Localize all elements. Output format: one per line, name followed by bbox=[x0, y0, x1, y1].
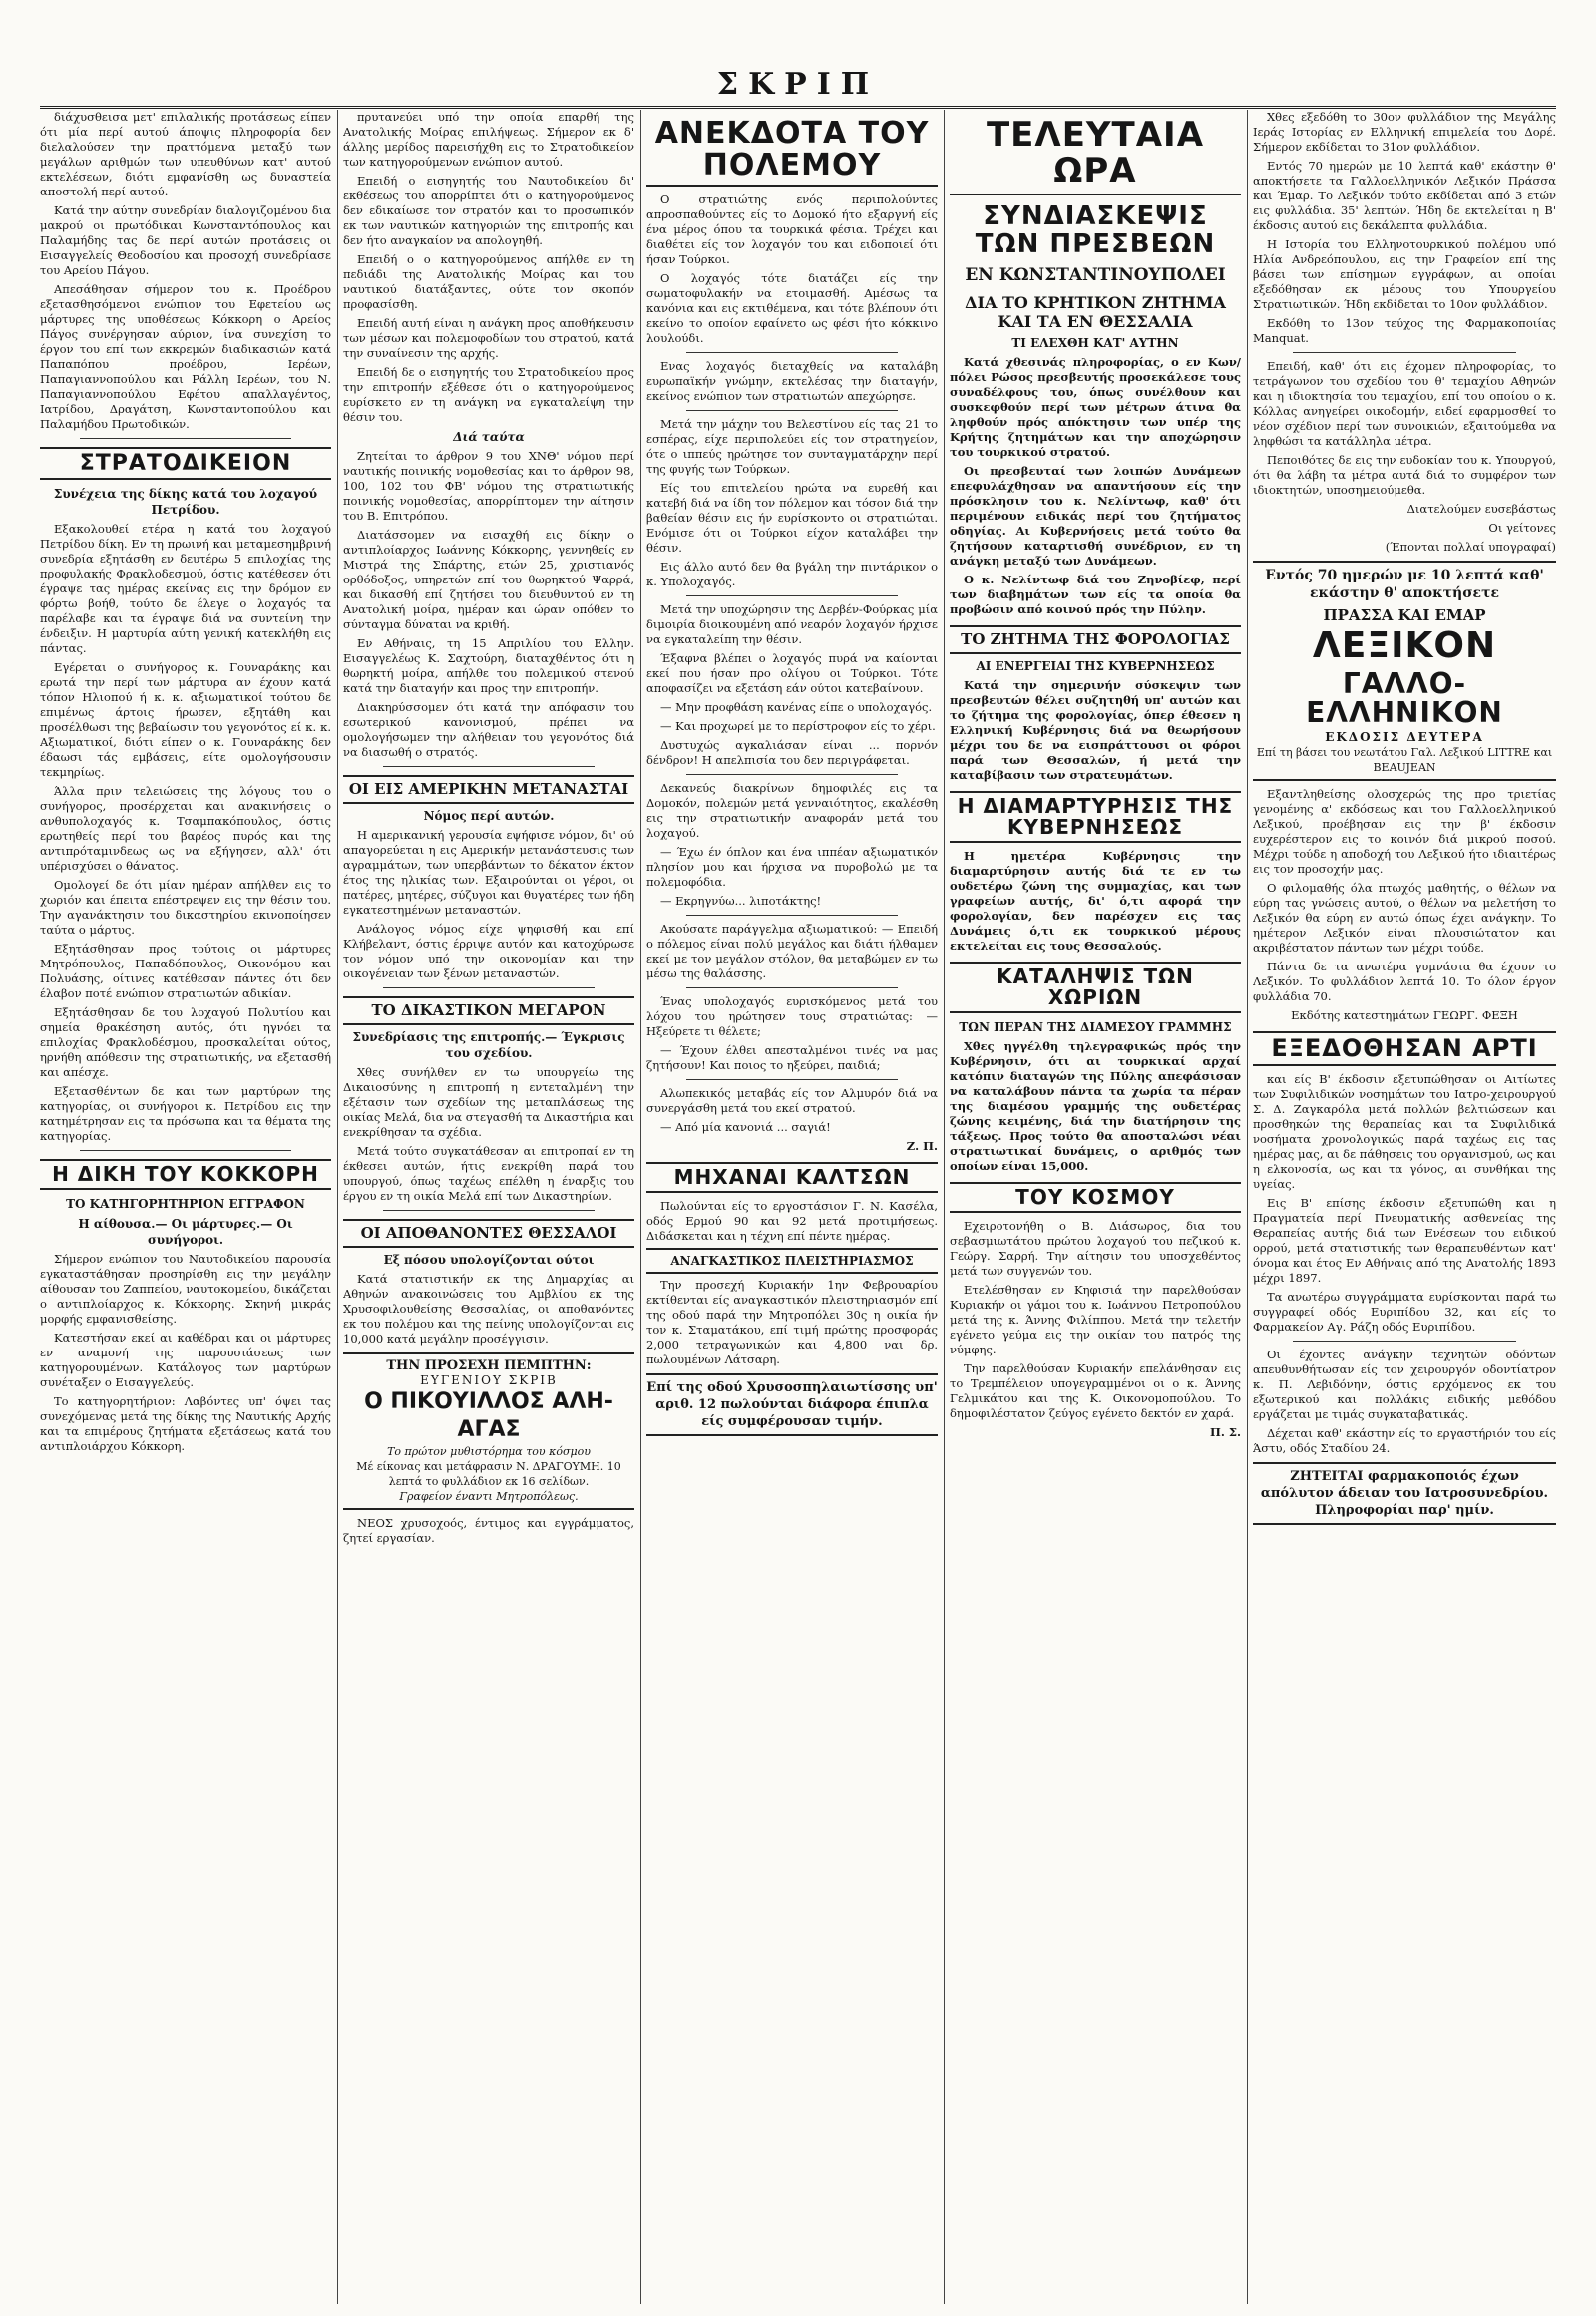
ad-line: ΤΗΝ ΠΡΟΣΕΧΗ ΠΕΜΠΤΗΝ: bbox=[386, 1358, 592, 1373]
newspaper-title: ΣΚΡΙΠ bbox=[716, 67, 880, 102]
article-paragraph: Απεσάθησαν σήμερον του κ. Προέδρου εξετασθησόμενοι ενώπιον του Εφετείου ως μάρτυρες της υποθέσεως Κόκκορη ο Αρείος Πάγος συνέργησαν αύριον, ίνα συνεχίση το έργον του επί των εκκρεμών διαδικασιών κατά Παπαπόπου προέδρου, Ιερέων, Παπαγιαννοπούλου και Ράλλη Ιερέων, του Ν. Παπαγιαννοπούλου Εφέτου απαλλαγέντος, Ιατρίδου, Δραγάτση, Κωνσταντοπούλου και Παλαμήδου Πρωτοδικών. bbox=[40, 282, 331, 431]
article-paragraph: Χθες ηγγέλθη τηλεγραφικώς πρός την Κυβέρνησιν, ότι αι τουρκικαί αρχαί κατόπιν διαταγών της Πύλης απεφάσισαν να καταλάβουν πάντα τα χωρία τα πέραν της διαμέσου γραμμής της ουδετέρας ζώνης κειμένης, διά την διατήρησιν της τάξεως. Προς τούτο θα αποσταλώσι νέαι στρατιωτικαί δυνάμεις, ο αριθμός των οποίων είναι 15,000. bbox=[950, 1038, 1241, 1173]
advertisement-furniture: Επί της οδού Χρυσοσπηλαιωτίσσης υπ' αριθ. 12 πωλούνται διάφορα έπιπλα είς συμφέρουσαν τιμήν. bbox=[646, 1373, 938, 1436]
column-3 bbox=[646, 110, 938, 2304]
divider bbox=[686, 352, 898, 353]
advertisement-dictionary bbox=[1253, 561, 1556, 781]
subheadline: Εξ πόσου υπολογίζονται ούτοι bbox=[383, 1253, 595, 1267]
article-paragraph: Άλλα πριν τελειώσεις της λόγους του ο συνήγορος, προσέρχεται και ανακινήσεις ο ανθυπολοχαγός κ. Τσαμπακόπουλος, όστις ερωτηθείς περί του βαρέος πυρός και της αντιπρόταμινδεως ως να εξήγησεν, αλλ' ότι υπέρισχύσει ο θάνατος. bbox=[40, 784, 331, 874]
article-paragraph: Εις Β' επίσης έκδοσιν εξετυπώθη και η Πραγματεία περί Πνευματικής ασθενείας της Θεραπείας αυτής διά των Ενέσεων του ειδικού ορρού, μετά στατιστικής των θεραπευθέντων κατ' όνομα και έτος Εν Αθήναις από της Ανατολής 1893 μέχρι 1897. bbox=[1253, 1195, 1556, 1285]
divider bbox=[686, 987, 898, 988]
divider bbox=[1293, 1341, 1516, 1342]
column-rule bbox=[337, 110, 338, 2304]
article-paragraph: Είς του επιτελείου ηρώτα να ευρεθή και κατεβή διά να ίδη τον πόλεμον και τόσον διά την βαθείαν θέσιν εις ήν ευρίσκοντο οι στρατιώται. Ενόμισε ότι οι Τούρκοι είχον καταλάβει την θέσιν. bbox=[646, 481, 938, 555]
ad-line: ΕΥΓΕΝΙΟΥ ΣΚΡΙΒ bbox=[420, 1373, 558, 1387]
article-paragraph: — Έχω έν όπλον και ένα ιππέαν αξιωματικόν πλησίον μου και ήρχισα να πυροβολώ με τα πολεμοφόδια. bbox=[646, 845, 938, 889]
ad-line: ΠΡΑΣΣΑ ΚΑΙ ΕΜΑΡ bbox=[1323, 606, 1486, 624]
article-paragraph: Διατάσσομεν να εισαχθή εις δίκην ο αντιπλοίαρχος Ιωάννης Κόκκορης, γεννηθείς εν Μιστρά της Σπάρτης, ετών 25, χριστιανός ορθόδοξος, υπηρετών επί του θωρηκτού Ψαρρά, και δικασθή επί ζητήσει του διευθυντού εν τη Ανατολική μοίρα, ημέραν και ώραν οπόθεν το σύνταγμα δύναται να κριθή. bbox=[343, 528, 634, 631]
headline-war-anecdotes: ΑΝΕΚΔΟΤΑ ΤΟΥ ΠΟΛΕΜΟΥ bbox=[646, 118, 938, 187]
headline-society: ΤΟΥ ΚΟΣΜΟΥ bbox=[950, 1182, 1241, 1213]
subheadline: Νόμος περί αυτών. bbox=[423, 809, 555, 823]
article-paragraph: Μετά την μάχην του Βελεστίνου είς τας 21 το εσπέρας, είχε περιπολεύει είς τον στρατηγείον, ότε ο ιππεύς ηρώτησε τον συνταγματάρχην περί της φυγής των Τούρκων. bbox=[646, 417, 938, 476]
article-paragraph: Εν Αθήναις, τη 15 Απριλίου του Ελλην. Εισαγγελέως Κ. Σαχτούρη, διαταχθέντος ότι η θωρηκτή μοίρα, απήλθε του πολεμικού στενού κατά την διαταγήν και προς την επιτροπήν. bbox=[343, 636, 634, 695]
article-paragraph: Την προσεχή Κυριακήν 1ην Φεβρουαρίου εκτίθενται είς αναγκαστικόν πλειστηριασμόν επί της οδού παρά την Μητροπόλει 30ς η οικία ήν τον κ. Σταματάκου, επί τιμή πρώτης προσφοράς 2,000 τετραγωνικών και 4,800 ναι δρ. πωλουμένων Λάτσαρη. bbox=[646, 1278, 938, 1366]
article-paragraph: Αλωπεκικός μεταβάς είς τον Αλμυρόν διά να συνεργάσθη μετά του εκεί στρατού. bbox=[646, 1086, 938, 1115]
ad-line: Ο ΠΙΚΟΥΙΛΛΟΣ ΑΛΗ-ΑΓΑΣ bbox=[364, 1389, 613, 1442]
article-paragraph: — Και προχωρεί με το περίστροφον είς το χέρι. bbox=[660, 719, 936, 733]
column-1 bbox=[40, 110, 331, 2304]
headline-sock-machines: ΜΗΧΑΝΑΙ ΚΑΛΤΣΩΝ bbox=[646, 1162, 938, 1193]
divider bbox=[686, 595, 898, 596]
article-paragraph: και είς Β' έκδοσιν εξετυπώθησαν οι Αιτίωτες των Συφιλιδικών νοσημάτων του Ιατρο-χειρουργού Σ. Δ. Ζαγκαρόλα μετά πολλών βελτιώσεων και προσθηκών της θεραπείας και τα Συφιλιδικά νοσήματα χρονολογικώς παρά ταχέως εις τας ημέρας μας, αι δε πάθησεις του οργανισμού, ως και η ελκονοσία, ως και τα γόνος, αι συνθήκαι της υγείας. bbox=[1253, 1071, 1556, 1191]
article-paragraph: Εις άλλο αυτό δεν θα βγάλη την πιντάρικον ο κ. Υπολοχαγός. bbox=[646, 560, 938, 588]
article-paragraph: Δυστυχώς αγκαλιάσαν είναι ... πορνόν δένδρον! Η απελπισία του δεν περιγράφεται. bbox=[646, 738, 938, 767]
article-paragraph: Ενας λοχαγός διεταχθείς να καταλάβη ευρωπαϊκήν γνώμην, εκτελέσας την διαταγήν, εκείνος ενώπιον των στρατιωτών απεχώρησε. bbox=[646, 359, 938, 403]
article-paragraph: Ο λοχαγός τότε διατάζει είς την σωματοφυλακήν να ετοιμασθή. Αμέσως τα κανόνια και εις εκτιθέμενα, και τότε βλέπουν ότι εκείνο το οποίον εφαίνετο ως φέσι ήτο κόκκινο λουλούδι. bbox=[646, 271, 938, 345]
subheadline: ΑΙ ΕΝΕΡΓΕΙΑΙ ΤΗΣ ΚΥΒΕΡΝΗΣΕΩΣ bbox=[976, 658, 1215, 673]
article-paragraph: Το κατηγορητήριον: Λαβόντες υπ' όψει τας συνεχόμενας μετά της δίκης της Ναυτικής Αρχής και τα επιμέρους ζητήματα εξετάσεως κατά του αντιπλοιάρχου Κόκκορη. bbox=[40, 1394, 331, 1454]
article-paragraph: Ο στρατιώτης ενός περιπολούντες απροσπαθούντες είς το Δομοκό ήτο εξαργνή είς ένα μέρος όπου τα τουρκικά φέσια. Τρέχει και διαθέτει είς τον λοχαγόν του και ειδοποιεί ότι ήσαν Τούρκοι. bbox=[646, 193, 938, 266]
masthead bbox=[40, 68, 1556, 109]
headline-court-building: ΤΟ ΔΙΚΑΣΤΙΚΟΝ ΜΕΓΑΡΟΝ bbox=[343, 996, 634, 1025]
headline-government-protest: Η ΔΙΑΜΑΡΤΥΡΗΣΙΣ ΤΗΣ ΚΥΒΕΡΝΗΣΕΩΣ bbox=[950, 791, 1241, 843]
ad-line: Εντός 70 ημερών με 10 λεπτά καθ' εκάστην θ' αποκτήσετε bbox=[1265, 568, 1544, 601]
column-rule bbox=[944, 110, 945, 2304]
article-paragraph: διάχυσθεισα μετ' επιλαλικής προτάσεως είπεν ότι μία περί αυτού άποψις πληροφορία δεν διελαλούσεν την πραττόμενα μεταξύ των μεγάλων αριθμών των υπευθύνων κατ' αυτού εκτελέσεων, διότι εμφανίσθη ως δυναστεία αποστολή περί αυτού. bbox=[40, 110, 331, 198]
article-paragraph: Κατά στατιστικήν εκ της Δημαρχίας αι Αθηνών ανακοινώσεις του Αμβλίου εκ της Χρυσοφιλουθείσης Θεσσαλίας, οι αποθανόντες εκ του πολέμου και της πείνης υπολογίζονται εις 10,000 κατά μεγάλην προσέγγισιν. bbox=[343, 1272, 634, 1346]
headline-stratodikeion: ΣΤΡΑΤΟΔΙΚΕΙΟΝ bbox=[40, 447, 331, 480]
section-heading: Διά ταύτα bbox=[453, 430, 525, 444]
article-paragraph: Κατεστήσαν εκεί αι καθέδραι και οι μάρτυρες εν αναμονή της παρουσιάσεως των κατηγορουμένων. Κατάλογος των μαρτύρων συνέταξεν ο Εισαγγελεύς. bbox=[40, 1331, 331, 1390]
ad-line: Το πρώτον μυθιστόρημα του κόσμου bbox=[387, 1445, 591, 1458]
article-paragraph: Επειδή ο ο κατηγορούμενος απήλθε εν τη πεδιάδι της Ανατολικής Μοίρας και του ναυτικού διατάξαντες, ούτε τον σκοπόν προφασίσθη. bbox=[343, 252, 634, 311]
divider bbox=[383, 987, 595, 988]
subheadline: Η αίθουσα.— Οι μάρτυρες.— Οι συνήγοροι. bbox=[78, 1217, 293, 1248]
article-paragraph: — Μην προφθάση κανένας είπε ο υπολοχαγός. bbox=[660, 700, 933, 714]
headline-villages-occupation: ΚΑΤΑΛΗΨΙΣ ΤΩΝ ΧΩΡΙΩΝ bbox=[950, 962, 1241, 1013]
divider bbox=[686, 410, 898, 411]
divider bbox=[80, 438, 291, 439]
columns bbox=[40, 110, 1556, 2304]
article-paragraph: Τα ανωτέρω συγγράμματα ευρίσκονται παρά τω συγγραφεί οδός Ευριπίδου 32, και είς το Φαρμακείον Αγ. Ράζη οδός Ευριπίδου. bbox=[1253, 1289, 1556, 1334]
headline-cretan-question: ΔΙΑ ΤΟ ΚΡΗΤΙΚΟΝ ΖΗΤΗΜΑ ΚΑΙ ΤΑ ΕΝ ΘΕΣΣΑΛΙΑ bbox=[965, 292, 1226, 331]
article-paragraph: Εντός 70 ημερών με 10 λεπτά καθ' εκάστην θ' αποκτήσετε τα Γαλλοελληνικόν Λεξικόν Πράσσα και Έμαρ. Το Λεξικόν τούτο εκδίδεται από 3 ετών εις φυλλάδια. 35' λεπτών. Ήδη δε εκτελείται η Β' έκδοσις αυτού εις δεκάλεπτα φυλλάδια. bbox=[1253, 159, 1556, 232]
article-paragraph: Έξαφνα βλέπει ο λοχαγός πυρά να καίονται εκεί που ήσαν προ ολίγου οι Τούρκοι. Τότε αποφασίζει να εξετάση εάν ούτοι κατεβαίνουν. bbox=[646, 651, 938, 695]
article-paragraph: Χθες εξεδόθη το 30ον φυλλάδιον της Μεγάλης Ιεράς Ιστορίας εν Ελληνική επιμελεία του Δορέ. Σήμερον εκδίδεται το 31ον φυλλάδιον. bbox=[1253, 110, 1556, 154]
article-paragraph: — Εκρηγνύω... λιποτάκτης! bbox=[660, 894, 822, 908]
divider bbox=[383, 1210, 595, 1211]
article-paragraph: Πάντα δε τα ανωτέρα γυμνάσια θα έχουν το Λεξικόν. Το φυλλάδιον λεπτά 10. Το όλον έργον φυλλάδια 70. bbox=[1253, 959, 1556, 1003]
article-paragraph: Εξητάσθησαν προς τούτοις οι μάρτυρες Μητρόπουλος, Παπαδόπουλος, Οικονόμου και Πολυάσης, οίτινες κατέθεσαν πάντες ότι δεν έλαβον ποτέ ενώπιον στρατιωτών αδικίαν. bbox=[40, 942, 331, 1001]
article-paragraph: Ο κ. Νελίντωφ διά του Ζηνοβίεφ, περί των διαβημάτων των είς τα οποία θα προβώσιν από κοινού πρός την Πύλην. bbox=[950, 572, 1241, 616]
article-paragraph: Εξητάσθησαν δε του λοχαγού Πολυτίου και σημεία θρακέσηση αυτός, ότι ηγνόει τα επιλοχίας Φρακλοδέσμου, προσκαλείται ούτος, ηρνήθη απόθεσιν της στρατιωτικής, να εξετασθή και απέσχε. bbox=[40, 1005, 331, 1080]
article-paragraph: Ο φιλομαθής όλα πτωχός μαθητής, ο θέλων να εύρη τας γνώσεις αυτού, ο θέλων να μελετήση το Λεξικόν θα εύρη εν αυτώ όπως έχει ανάγκην. Το ημέτερον Λεξικόν είναι πλουσιώτατον και ακριβέστατον πάντων των μέχρι τούδε. bbox=[1253, 880, 1556, 955]
article-paragraph: Κατά την σημερινήν σύσκεψιν των πρεσβευτών θέλει συζητηθή υπ' αυτών και το ζήτημα της φορολογίας, όπερ έθεσεν η Ελληνική Κυβέρνησις διά να θεωρήσουν μέχρι του δε να εισπράττουσι οι φόροι παρά των Θεσσαλών, ή μετά την καταβίβασιν των στρατευμάτων. bbox=[950, 677, 1241, 782]
advertisement-pharmacist: ΖΗΤΕΙΤΑΙ φαρμακοποιός έχων απόλυτον άδειαν του Ιατροσυνεδρίου. Πληροφορίαι παρ' ημίν. bbox=[1253, 1462, 1556, 1525]
article-paragraph: Ομολογεί δε ότι μίαν ημέραν απήλθεν εις το χωριόν και έπειτα επέστρεψεν εις την θέσιν του. Την αγανάκτησιν του δικαστηρίου εκινοποίησεν ταύτα ο μάρτυς. bbox=[40, 878, 331, 938]
letter-signature: (Έπονται πολλαί υπογραφαί) bbox=[1385, 540, 1556, 554]
headline-auction: ΑΝΑΓΚΑΣΤΙΚΟΣ ΠΛΕΙΣΤΗΡΙΑΣΜΟΣ bbox=[646, 1248, 938, 1274]
divider bbox=[383, 766, 595, 767]
article-paragraph: Πεποιθότες δε εις την ευδοκίαν του κ. Υπουργού, ότι θα λάβη τα μέτρα αυτά διά το συμφέρον των ιδιοκτητών, υποσημειούμεθα. bbox=[1253, 453, 1556, 497]
article-paragraph: Δεκανεύς διακρίνων δημοφιλές εις τα Δομοκόν, πολεμών μετά γενναιότητος, εκαλέσθη εις την στρατιωτικήν αναφοράν μετά του λοχαγού. bbox=[646, 781, 938, 840]
headline-kokkoris-trial: Η ΔΙΚΗ ΤΟΥ ΚΟΚΚΟΡΗ bbox=[40, 1159, 331, 1190]
article-paragraph: Η ημετέρα Κυβέρνησις την διαμαρτύρησιν αυτής διά τε εν τω ουδετέρω ζώνη της συμμαχίας, και των γραφείων αυτής, δι' ό,τι αφορά την φορολογίαν, δεν παρέσχεν εις τας Δυνάμεις ό,τι εκ τουρκικού μέρους εκτελείται εις τους Θεσσαλούς. bbox=[950, 848, 1241, 953]
article-paragraph: Την παρελθούσαν Κυριακήν επελάνθησαν εις το Τρεμπέλειον υπογεγραμμένοι οι ο κ. Άννης Γελμικάτου και της Κ. Οικονομοπούλου. Το δημοφιλέστατον ζεύγος εγένετο δεκτόν εν χαρά. bbox=[950, 1360, 1241, 1420]
column-5 bbox=[1253, 110, 1556, 2304]
article-paragraph: Ανάλογος νόμος είχε ψηφισθή και επί Κλήβελαντ, όστις έρριψε αυτόν και κατοχύρωσε τον νόμον υπό την οικονομίαν και την οικογένειαν των ξένων μεταναστών. bbox=[343, 922, 634, 980]
headline-just-published: ΕΞΕΔΟΘΗΣΑΝ ΑΡΤΙ bbox=[1253, 1031, 1556, 1066]
article-paragraph: Εξακολουθεί ετέρα η κατά του λοχαγού Πετρίδου δίκη. Εν τη πρωινή και μεταμεσημβρινή συνεδρία εξητάσθη εν δευτέρω 5 επιλοχίας της προφυλακής Φρακλοδεσμού, όστις κατέθεσεν ότι έγραψε τας ημέρας εκείνας εις την δρόμον εν φόρτω βοήθ, τούτο δε έλεγε ο λοχαγός τα παρέλαβε και τα έγραψε διά να συντείνη την ένδειξιν. Η μαρτυρία αύτη γενική κατεκλήθη εις πάντας. bbox=[40, 522, 331, 656]
divider bbox=[686, 1079, 898, 1080]
article-paragraph: Η αμερικανική γερουσία εψήφισε νόμον, δι' ού απαγορεύεται η εις Αμερικήν μετανάστευσις των αγραμμάτων, των υπερβάντων το δέκατον έκτον έτος της ηλικίας των. Εξαιρούνται οι γέροι, οι πατέρες, μητέρες, σύζυγοι και θυγατέρες των ήδη εγκατεστημένων μεταναστών. bbox=[343, 828, 634, 917]
headline-america-emigrants: ΟΙ ΕΙΣ ΑΜΕΡΙΚΗΝ ΜΕΤΑΝΑΣΤΑΙ bbox=[343, 775, 634, 804]
article-paragraph: Εκδότης κατεστημάτων ΓΕΩΡΓ. ΦΕΞΗ bbox=[1291, 1007, 1518, 1022]
article-paragraph: Κατά χθεσινάς πληροφορίας, ο εν Κων/πόλει Ρώσος πρεσβευτής προσεκάλεσε τους συναδέλφους του, όπως συνέλθουν και συσκεφθούν περί των μέτρων άτινα θα ληφθούν πρός απόκτησιν των υπέρ της Κρήτης ζητημάτων και την αποχώρησιν του τουρκικού στρατού. bbox=[950, 354, 1241, 459]
divider bbox=[80, 1150, 291, 1151]
article-paragraph: Επειδή αυτή είναι η ανάγκη προς αποθήκευσιν των μέσων και πολεμοφοδίων του στρατού, κατά την συναίνεσιν της αρχής. bbox=[343, 316, 634, 360]
article-paragraph: Πωλούνται είς το εργοστάσιον Γ. Ν. Κασέλα, οδός Ερμού 90 και 92 μετά προτιμήσεως. Διδάσκεται και η τέχνη επί πέντε ημέρας. bbox=[646, 1199, 938, 1243]
article-paragraph: Δέχεται καθ' εκάστην είς το εργαστήριόν του είς Άστυ, οδός Σταδίου 24. bbox=[1253, 1425, 1556, 1455]
headline-constantinople: ΕΝ ΚΩΝΣΤΑΝΤΙΝΟΥΠΟΛΕΙ bbox=[965, 264, 1226, 285]
ad-line: Μέ είκονας και μετάφρασιν Ν. ΔΡΑΓΟΥΜΗ. 10 λεπτά το φυλλάδιον εκ 16 σελίδων. bbox=[356, 1460, 621, 1488]
article-paragraph: Εχειροτονήθη ο Β. Διάσωρος, δια του σεβασμιωτάτου πρώτου λοχαγού του πεζικού κ. Γεώργ. Σαρρή. Την αίτησιν του υποσχεθέντος μετά των συγγενών του. bbox=[950, 1218, 1241, 1278]
divider bbox=[686, 774, 898, 775]
article-paragraph: Μετά την υποχώρησιν της Δερβέν-Φούρκας μία διμοιρία διοικουμένη από νεαρόν λοχαγόν ήρχισε να εγκαταλείπη την θέσιν. bbox=[646, 602, 938, 646]
headline-ambassadors-conference: ΣΥΝΔΙΑΣΚΕΨΙΣ ΤΩΝ ΠΡΕΣΒΕΩΝ bbox=[975, 201, 1216, 259]
article-paragraph: Διακηρύσσομεν ότι κατά την απόφασιν του εσωτερικού κανονισμού, πρέπει να ομολογήσωμεν την αλήθειαν του γεγονότος διά να διασωθή ο στρατός. bbox=[343, 700, 634, 759]
article-paragraph: πρυτανεύει υπό την οποία επαρθή της Ανατολικής Μοίρας επιλήψεως. Σήμερον εκ δ' άλλης μερίδος παρεισήχθη εις το Στρατοδικείον των κατηγορούμενων ενώπιον αυτού. bbox=[343, 110, 634, 169]
ad-line: ΛΕΞΙΚΟΝ bbox=[1312, 625, 1497, 666]
article-paragraph: ΝΕΟΣ χρυσοχοός, έντιμος και εγγράμματος, ζητεί εργασίαν. bbox=[343, 1516, 634, 1545]
ad-line: ΕΚΔΟΣΙΣ ΔΕΥΤΕΡΑ bbox=[1325, 729, 1484, 744]
article-paragraph: Ζητείται το άρθρον 9 του ΧΝΘ' νόμου περί ναυτικής ποινικής νομοθεσίας και το άρθρον 98, 100, 102 του ΦΒ' νόμου της στρατιωτικής ποινικής νομοθεσίας, απορρίπτομεν την αίτησιν του Β. Επιτρόπου. bbox=[343, 449, 634, 523]
column-2 bbox=[343, 110, 634, 2304]
column-rule bbox=[640, 110, 641, 2304]
subheadline: ΤΙ ΕΛΕΧΘΗ ΚΑΤ' ΑΥΤΗΝ bbox=[1011, 335, 1179, 350]
column-rule bbox=[1247, 110, 1248, 2304]
divider bbox=[1293, 352, 1516, 353]
article-paragraph: Επειδή, καθ' ότι εις έχομεν πληροφορίας, το τετράγωνον του σχεδίου του θ' τεμαχίου Αθηνών και η ιδιοκτησία του τεμαχίου, επί του οποίου ο κ. Κόλλας ανηγείρει οικοδομήν, ειδεί εφαρμοσθεί το νέον σχέδιον περί των συνοικιών, εξαιτούμεθα να ληφθώσι τα κατάλληλα μέτρα. bbox=[1253, 359, 1556, 448]
subheadline: Συνεδρίασις της επιτροπής.— Έγκρισις του σχεδίου. bbox=[352, 1030, 625, 1060]
article-paragraph: Εξετασθέντων δε και των μαρτύρων της κατηγορίας, οι συνήγοροι κ. Πετρίδου εις την κατημέτρησαν εις τα πρόσωπα και τα θέματα της κατηγορίας. bbox=[40, 1084, 331, 1144]
article-paragraph: Εκδόθη το 13ον τεύχος της Φαρμακοποιίας Manquat. bbox=[1253, 316, 1556, 345]
subheadline: Συνέχεια της δίκης κατά του λοχαγού Πετρίδου. bbox=[53, 487, 318, 518]
article-paragraph: Η Ιστορία του Ελληνοτουρκικού πολέμου υπό Ηλία Ανδρεόπουλου, εις την Γραφείον επί της βάσει των επίσημων εγγράφων, αι οποίαι εξεδόθησαν εκ μέρους του Υπουργείου Στρατιωτικών. Ήδη εκδίδεται το 10ον φυλλάδιον. bbox=[1253, 237, 1556, 311]
letter-signature: Οι γείτονες bbox=[1488, 521, 1556, 535]
author-signature: Ζ. Π. bbox=[906, 1139, 938, 1153]
headline-taxation: ΤΟ ΖΗΤΗΜΑ ΤΗΣ ΦΟΡΟΛΟΓΙΑΣ bbox=[950, 625, 1241, 654]
headline-thessaly-dead: ΟΙ ΑΠΟΘΑΝΟΝΤΕΣ ΘΕΣΣΑΛΟΙ bbox=[343, 1219, 634, 1248]
article-paragraph: Σήμερον ενώπιον του Ναυτοδικείου παρουσία εγκαταστάθησαν προσηρίσθη εις την μεγάλην αίθουσαν του Ζαππείου, ναυτοκομείου, δικάζεται ο αντιπλοίαρχος κ. Κόκκορης. Σκηνή μικράς μορφής εμφανισθείσης. bbox=[40, 1252, 331, 1327]
article-paragraph: Ακούσατε παράγγελμα αξιωματικού: — Επειδή ο πόλεμος είναι πολύ μεγάλος και διάτι ήλθαμεν εκεί με τον μεγάλον στόλον, θα μεταβώμεν εν τω μέσω της θαλάσσης. bbox=[646, 922, 938, 980]
article-paragraph: Εγέρεται ο συνήγορος κ. Γουναράκης και ερωτά την περί των μάρτυρα αν έχουν κατά τόπον Ηλιοπού ή κ. κ. αξιωματικοί τούτου δε επιμένως άρτοις ήρωσεν, εξητάθη και προσέλθωσι της βεβαίωσιν του γεγονότος εί κ. κ. Αξιωματικοί, διότι είπεν ο κ. Γουναράκης δεν έδαωσι τάς εμβάσεις, είτε ομολογήσουσιν τεκμηρίως. bbox=[40, 660, 331, 780]
article-paragraph: Ένας υπολοχαγός ευρισκόμενος μετά του λόχου του ηρώτησεν τους στρατιώτας: — Ηξεύρετε τι θέλετε; bbox=[646, 994, 938, 1038]
article-paragraph: Χθες συνήλθεν εν τω υπουργείω της Δικαιοσύνης η επιτροπή η εντεταλμένη την εξέτασιν των σχεδίων της μεταπλάσεως της οικίας Μελά, δια να στεγασθή τα Δικαστήρια και ενεκρίθησαν τα σχέδια. bbox=[343, 1065, 634, 1139]
article-paragraph: Μετά τούτο συγκατάθεσαν αι επιτροπαί εν τη έκθεσει αυτών, ήτις ενεκρίθη παρά του υπουργού, όπως ταχέως επέλθη η έναρξις του έργου εν τη οικία Μελά επί των Δικαστηρίων. bbox=[343, 1144, 634, 1203]
article-paragraph: Επειδή ο εισηγητής του Ναυτοδικείου δι' εκθέσεως του απορρίπτει ότι ο κατηγορούμενος δεν εδικαίωσε τον στρατόν και το προσωπικόν εκ των ναυτικών κατηγοριών της επιτροπής και δεν ήτο αναγκαίον να απολογηθή. bbox=[343, 174, 634, 247]
article-paragraph: Εξαντληθείσης ολοσχερώς της προ τριετίας γενομένης α' εκδόσεως και του Γαλλοελληνικού Λεξικού, προέβησαν εις την β' έκδοσιν ευχερέστερον εις το κοινόν διά μικρού ποσού. Μέχρι τούδε η αποδοχή του Λεξικού ήτο ιδιαιτέρως εις τον προσοχήν μας. bbox=[1253, 786, 1556, 876]
article-paragraph: Κατά την αύτην συνεδρίαν διαλογιζομένου δια μακρού οι πρωτόδικαι Κωνσταντόπουλος και Παλαμήδης τας δε περί αυτών προτάσεις οι Εισαγγελείς Θεοδοσίου και προσοχή συνεδρίασε του Αρείου Πάγου. bbox=[40, 203, 331, 277]
article-paragraph: Οι πρεσβευταί των λοιπών Δυνάμεων επεφυλάχθησαν να απαντήσουν είς την πρόσκλησιν του κ. Νελίντωφ, καθ' ότι περιμένουν ειδικάς περί του ζητήματος οδηγίας. Αι Κυβερνήσεις μετά τούτο θα ζητήσουν καταρτισθή συνέδριον, εν τη ανάγκη μεταξύ των Δυνάμεων. bbox=[950, 463, 1241, 568]
divider bbox=[686, 915, 898, 916]
author-signature: Π. Σ. bbox=[1209, 1424, 1241, 1439]
article-paragraph: — Έχουν έλθει απεσταλμένοι τινές να μας ζητήσουν! Και ποιος το ηξεύρει, παιδιά; bbox=[646, 1043, 938, 1072]
article-paragraph: Ετελέσθησαν εν Κηφισιά την παρελθούσαν Κυριακήν οι γάμοι του κ. Ιωάννου Πετροπούλου μετά της κ. Άννης Φιλίππου. Μετά την τελετήν εγένετο γεύμα εις την οικίαν του πατρός της νύμφης. bbox=[950, 1282, 1241, 1356]
column-4 bbox=[950, 110, 1241, 2304]
letter-signature: Διατελούμεν ευσεβάστως bbox=[1406, 502, 1556, 516]
article-paragraph: Επειδή δε ο εισηγητής του Στρατοδικείου προς την επιτροπήν εξέθεσε ότι ο κατηγορούμενος ευρίσκετο εν τη ανάγκη να εγκαταλείψη την θέσιν του. bbox=[343, 365, 634, 424]
advertisement-novel bbox=[343, 1352, 634, 1510]
article-paragraph: — Από μία κανονιά ... σαγιά! bbox=[660, 1120, 831, 1134]
subheadline: ΤΟ ΚΑΤΗΓΟΡΗΤΗΡΙΟΝ ΕΓΓΡΑΦΟΝ bbox=[66, 1197, 305, 1212]
headline-last-hour: ΤΕΛΕΥΤΑΙΑ ΩΡΑ bbox=[950, 118, 1241, 195]
ad-line: Γραφείον έναντι Μητροπόλεως. bbox=[399, 1490, 579, 1503]
ad-line: Επί τη βάσει του νεωτάτου Γαλ. Λεξικού LITTRE και BEAUJEAN bbox=[1256, 745, 1553, 774]
ad-line: ΓΑΛΛΟ-ΕΛΛΗΝΙΚΟΝ bbox=[1306, 666, 1503, 730]
subheadline: ΤΩΝ ΠΕΡΑΝ ΤΗΣ ΔΙΑΜΕΣΟΥ ΓΡΑΜΜΗΣ bbox=[959, 1019, 1232, 1034]
article-paragraph: Οι έχοντες ανάγκην τεχνητών οδόντων απευθυνθήτωσαν είς τον χειρουργόν οδοντίατρον κ. Π. Λεβιδόνην, όστις ερχόμενος εκ του εξωτερικού και πολλάκις ειδικής μεθόδου εργάζεται με τιμάς συγκαταβατικάς. bbox=[1253, 1347, 1556, 1421]
